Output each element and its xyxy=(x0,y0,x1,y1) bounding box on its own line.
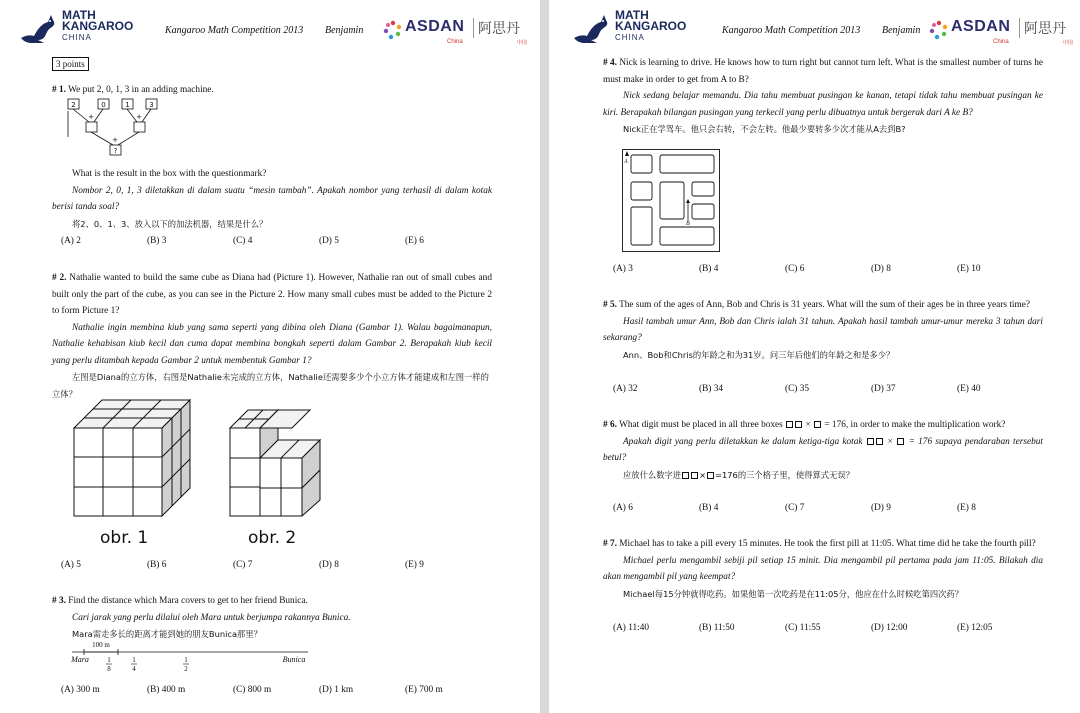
q4-option-b[interactable]: (B) 4 xyxy=(699,264,719,274)
q6-ms-b: = 176 supaya pendaraban tersebut betul? xyxy=(603,436,1043,463)
q6-ms-line xyxy=(603,434,1043,467)
logo-line1: MATH xyxy=(62,8,96,22)
q3-option-a[interactable]: (A) 300 m xyxy=(61,685,100,695)
q1-result-question: ? xyxy=(113,147,118,155)
question-5 xyxy=(603,297,1043,363)
q1-ms: Nombor 2, 0, 1, 3 diletakkan di dalam suatu “mesin tambah”. Apakah nombor yang terhasil di dalam kotak berisi tanda soal? xyxy=(52,185,492,212)
q5-option-a[interactable]: (A) 32 xyxy=(613,384,638,394)
q1-option-e[interactable]: (E) 6 xyxy=(405,236,424,246)
page-header xyxy=(0,10,540,50)
q1-option-d[interactable]: (D) 5 xyxy=(319,236,339,246)
q3-scale-label: 100 m xyxy=(92,641,110,649)
asdan-china-label-cn: 中国 xyxy=(517,40,528,46)
asdan-name-right: ASDAN xyxy=(951,18,1011,35)
q4-option-a[interactable]: (A) 3 xyxy=(613,264,633,274)
q2-option-d[interactable]: (D) 8 xyxy=(319,560,339,570)
q6-option-d[interactable]: (D) 9 xyxy=(871,503,891,513)
q5-option-c[interactable]: (C) 35 xyxy=(785,384,810,394)
q1-input-3: 1 xyxy=(125,101,130,109)
q2-picture-2-label: obr. 2 xyxy=(248,528,297,548)
q7-option-d[interactable]: (D) 12:00 xyxy=(871,623,908,633)
q6-times-2: × xyxy=(886,436,894,447)
q7-en: Michael has to take a pill every 15 minutes. He took the first pill at 11:05. What time did he take the fourth pill? xyxy=(619,539,1036,549)
q2-cube-pictures xyxy=(72,396,352,524)
q5-en: The sum of the ages of Ann, Bob and Chris is 31 years. What will the sum of their ages be in three years time? xyxy=(619,300,1030,310)
question-6 xyxy=(603,417,1043,483)
q1-option-a[interactable]: (A) 2 xyxy=(61,236,81,246)
q1-en2: What is the result in the box with the questionmark? xyxy=(72,169,267,179)
q1-plus-1: + xyxy=(88,113,94,121)
q5-option-d[interactable]: (D) 37 xyxy=(871,384,896,394)
q6-option-e[interactable]: (E) 8 xyxy=(957,503,976,513)
q7-option-a[interactable]: (A) 11:40 xyxy=(613,623,650,633)
q2-number: # 2. xyxy=(52,273,67,283)
q4-option-e[interactable]: (E) 10 xyxy=(957,264,981,274)
kangaroo-icon xyxy=(18,12,58,44)
asdan-china-label-right: China xyxy=(993,39,1009,45)
asdan-logo xyxy=(383,18,528,48)
q1-input-4: 3 xyxy=(149,101,154,109)
q7-option-b[interactable]: (B) 11:50 xyxy=(699,623,735,633)
q7-zh: Michael每15分钟就得吃药。如果他第一次吃药是在11:05分，他应在什么时候吃第四次药？ xyxy=(623,588,964,599)
logo-line2-right: KANGAROO xyxy=(615,19,687,33)
asdan-chinese-name-right: 阿思丹 xyxy=(1019,18,1066,38)
q7-text xyxy=(603,536,1043,553)
q2-option-e[interactable]: (E) 9 xyxy=(405,560,424,570)
q1-option-b[interactable]: (B) 3 xyxy=(147,236,167,246)
math-kangaroo-logo-right xyxy=(571,10,691,46)
q3-number: # 3. xyxy=(52,596,66,606)
q4-ms: Nick sedang belajar memandu. Dia tahu membuat pusingan ke kanan, tetapi tidak tahu membuat pusingan ke kiri. Berapakah bilangan pusingan yang terkecil yang perlu dibuatnya untuk bergerak dari A ke B? xyxy=(603,91,1043,118)
q6-en-b: = 176, in order to make the multiplication work? xyxy=(824,420,1006,430)
q3-frac2-den: 4 xyxy=(132,665,136,673)
q6-text xyxy=(603,417,1043,434)
q6-box-3 xyxy=(814,421,821,428)
q1-number: # 1. xyxy=(52,85,66,95)
q7-number: # 7. xyxy=(603,539,617,549)
q4-text xyxy=(603,55,1043,88)
logo-line1-right: MATH xyxy=(615,8,649,22)
q6-times-3: × xyxy=(699,469,707,480)
q1-input-1: 2 xyxy=(71,101,76,109)
question-3 xyxy=(52,593,492,643)
q3-start-label: Mara xyxy=(71,655,89,664)
q6-ms-box-3 xyxy=(897,438,904,445)
q6-zh-b: =176的三个格子里，使得算式无误？ xyxy=(715,469,854,480)
logo-line3-right: CHINA xyxy=(615,33,645,42)
q4-en: Nick is learning to drive. He knows how to turn right but cannot turn left. What is the smallest number of turns he must make in order to get from A to B? xyxy=(603,58,1043,85)
q3-distance-scale xyxy=(68,640,328,676)
question-2 xyxy=(52,270,492,402)
q6-ms-box-1 xyxy=(867,438,874,445)
q2-option-c[interactable]: (C) 7 xyxy=(233,560,253,570)
page-gap xyxy=(540,0,549,713)
q4-point-b: B xyxy=(686,221,690,227)
q3-option-d[interactable]: (D) 1 km xyxy=(319,685,354,695)
q7-option-c[interactable]: (C) 11:55 xyxy=(785,623,821,633)
kangaroo-icon xyxy=(571,12,611,44)
competition-level-right: Benjamin xyxy=(882,25,921,36)
q5-zh: Ann、Bob和Chris的年龄之和为31岁。问三年后他们的年龄之和是多少？ xyxy=(623,349,895,360)
q6-option-b[interactable]: (B) 4 xyxy=(699,503,719,513)
q2-ms: Nathalie ingin membina kiub yang sama seperti yang dibina oleh Diana (Gambar 1). Walau bagaimanapun, Nathalie kehabisan kiub kecil dan cuma dapat membina bongkah seperti dalam Gambar 2. Berapakah kiub kecil yang perlu ditambah kepada Gambar 2 untuk membentuk Gambar 1? xyxy=(52,322,492,366)
asdan-china-label: China xyxy=(447,39,463,45)
q4-zh: Nick正在学驾车。他只会右转，不会左转。他最少要转多少次才能从A去到B? xyxy=(623,124,906,134)
q6-ms-a: Apakah digit yang perlu diletakkan ke dalam ketiga-tiga kotak xyxy=(623,436,863,447)
q4-point-a: A xyxy=(624,159,628,165)
q5-number: # 5. xyxy=(603,300,617,310)
page-right xyxy=(549,0,1080,713)
q4-number: # 4. xyxy=(603,58,617,68)
q6-option-a[interactable]: (A) 6 xyxy=(613,503,633,513)
q6-box-2 xyxy=(795,421,802,428)
section-points-label: 3 points xyxy=(52,57,89,71)
q6-zh-box-2 xyxy=(691,472,698,479)
q2-option-b[interactable]: (B) 6 xyxy=(147,560,167,570)
logo-text-right xyxy=(615,10,686,43)
logo-text xyxy=(62,10,133,43)
q2-option-a[interactable]: (A) 5 xyxy=(61,560,81,570)
q3-frac3-num: 1 xyxy=(184,656,188,664)
asdan-flower-icon xyxy=(929,20,949,40)
q4-option-c[interactable]: (C) 6 xyxy=(785,264,805,274)
q1-en: We put 2, 0, 1, 3 in an adding machine. xyxy=(68,85,214,95)
q3-option-e[interactable]: (E) 700 m xyxy=(405,685,443,695)
q1-plus-2: + xyxy=(136,113,142,121)
q3-frac2-num: 1 xyxy=(132,656,136,664)
asdan-china-label-cn-right: 中国 xyxy=(1063,40,1074,46)
q1-input-2: 0 xyxy=(101,101,106,109)
q1-plus-3: + xyxy=(112,136,118,144)
q6-zh-line xyxy=(603,467,1043,484)
q7-ms: Michael perlu mengambil sebiji pil setiap 15 minit. Dia mengambil pil pertama pada jam 11:05. Bilakah dia akan mengambil pil yang keempat? xyxy=(603,555,1043,582)
q6-zh-box-1 xyxy=(682,472,689,479)
q3-end-label: Bunica xyxy=(282,655,306,664)
q6-number: # 6. xyxy=(603,420,617,430)
q1-option-c[interactable]: (C) 4 xyxy=(233,236,253,246)
q3-option-c[interactable]: (C) 800 m xyxy=(233,685,272,695)
competition-title: Kangaroo Math Competition 2013 xyxy=(165,25,304,36)
q6-times-1: × xyxy=(805,420,811,430)
q3-frac3-den: 2 xyxy=(184,665,188,673)
q6-option-c[interactable]: (C) 7 xyxy=(785,503,805,513)
question-4 xyxy=(603,55,1043,138)
q4-road-map xyxy=(622,149,720,252)
q5-option-e[interactable]: (E) 40 xyxy=(957,384,981,394)
q6-box-1 xyxy=(786,421,793,428)
q6-zh-box-3 xyxy=(707,472,714,479)
q4-option-d[interactable]: (D) 8 xyxy=(871,264,891,274)
q3-frac1-den: 8 xyxy=(107,665,111,673)
asdan-chinese-name: 阿思丹 xyxy=(473,18,520,38)
page-header-right xyxy=(549,10,1080,50)
question-7 xyxy=(603,536,1043,602)
q2-zh: 左图是Diana的立方体，右图是Nathalie未完成的立方体，Nathalie还需要多少个小立方体才能建成和左图一样的立体？ xyxy=(52,372,489,399)
q2-text xyxy=(52,270,492,320)
q6-en-a: What digit must be placed in all three boxes xyxy=(619,420,783,430)
q3-ms: Cari jarak yang perlu dilalui oleh Mara untuk berjumpa rakannya Bunica. xyxy=(72,612,351,623)
q3-text xyxy=(52,593,492,610)
asdan-logo-right xyxy=(929,18,1074,48)
q3-option-b[interactable]: (B) 400 m xyxy=(147,685,186,695)
math-kangaroo-logo xyxy=(18,10,138,46)
question-1-cont xyxy=(52,166,492,232)
asdan-flower-icon xyxy=(383,20,403,40)
q2-picture-1-label: obr. 1 xyxy=(100,528,149,548)
q2-en: Nathalie wanted to build the same cube as Diana had (Picture 1). However, Nathalie ran out of small cubes and built only the part of the cube, as you can see in the Picture 2. How many small cubes must be added to the Picture 2 to form Picture 1? xyxy=(52,273,492,316)
q6-ms-box-2 xyxy=(876,438,883,445)
competition-title-right: Kangaroo Math Competition 2013 xyxy=(722,25,861,36)
competition-level: Benjamin xyxy=(325,25,364,36)
asdan-name: ASDAN xyxy=(405,18,465,35)
q5-option-b[interactable]: (B) 34 xyxy=(699,384,724,394)
q5-ms: Hasil tambah umur Ann, Bob dan Chris ialah 31 tahun. Apakah hasil tambah umur-umur mereka 3 tahun dari sekarang? xyxy=(603,316,1043,343)
logo-line2: KANGAROO xyxy=(62,19,134,33)
q1-zh: 将2、0、1、3、放入以下的加法机器，结果是什么？ xyxy=(72,218,268,229)
q3-zh: Mara需走多长的距离才能到她的朋友Bunica那里？ xyxy=(72,629,262,639)
q1-adding-machine-diagram xyxy=(64,97,174,159)
q6-zh-a: 应放什么数字进 xyxy=(623,469,682,480)
q7-option-e[interactable]: (E) 12:05 xyxy=(957,623,993,633)
q3-en: Find the distance which Mara covers to get to her friend Bunica. xyxy=(68,596,308,606)
q3-frac1-num: 1 xyxy=(107,656,111,664)
logo-line3: CHINA xyxy=(62,33,92,42)
q5-text xyxy=(603,297,1043,314)
